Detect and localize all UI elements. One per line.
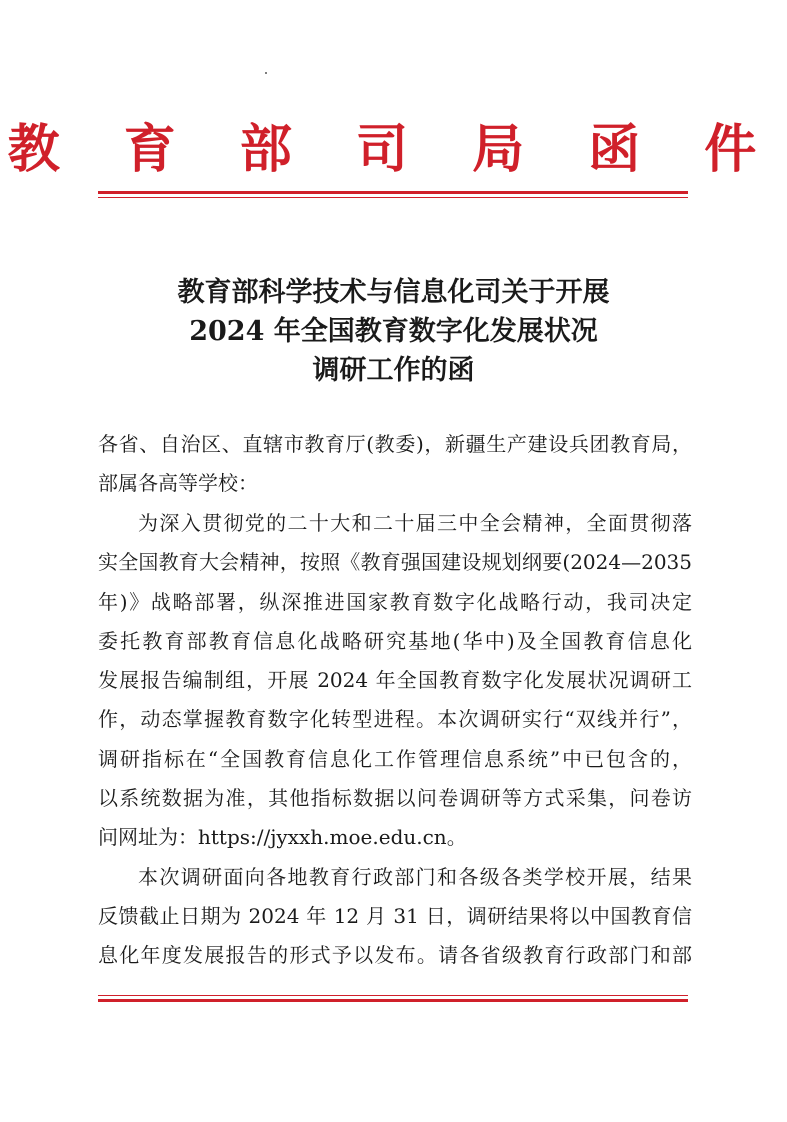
letter-body <box>98 504 692 976</box>
addressee <box>98 425 692 504</box>
body-line: 实全国教育大会精神，按照《教育强国建设规划纲要(2024—2035 <box>98 550 692 575</box>
paragraph-2 <box>98 858 692 976</box>
addressee-line: 各省、自治区、直辖市教育厅(教委)，新疆生产建设兵团教育局， <box>98 432 692 456</box>
paragraph-1 <box>98 504 692 858</box>
body-line: 为深入贯彻党的二十大和二十届三中全会精神，全面贯彻落 <box>138 511 692 535</box>
footer-divider <box>98 995 688 1002</box>
body-line: 以系统数据为准，其他指标数据以问卷调研等方式采集，问卷访 <box>98 786 692 811</box>
title-line: 调研工作的函 <box>312 355 475 386</box>
masthead-divider <box>98 191 688 198</box>
body-line: 年)》战略部署，纵深推进国家教育数字化战略行动，我司决定 <box>98 589 692 614</box>
title-line: 教育部科学技术与信息化司关于开展 <box>177 277 610 308</box>
scan-speck <box>265 72 267 74</box>
title-line: 2024 年全国教育数字化发展状况 <box>189 316 598 347</box>
body-line: 发展报告编制组，开展 2024 年全国教育数字化发展状况调研工 <box>98 668 692 693</box>
body-line: 问网址为：https://jyxxh.moe.edu.cn。 <box>98 825 467 850</box>
body-line: 委托教育部教育信息化战略研究基地(华中)及全国教育信息化 <box>98 628 692 653</box>
body-line: 作，动态掌握教育数字化转型进程。本次调研实行“双线并行”， <box>98 707 692 732</box>
document-title <box>0 273 787 390</box>
body-line: 调研指标在“全国教育信息化工作管理信息系统”中已包含的， <box>98 746 692 771</box>
body-line: 反馈截止日期为 2024 年 12 月 31 日，调研结果将以中国教育信 <box>98 903 692 928</box>
body-line: 息化年度发展报告的形式予以发布。请各省级教育行政部门和部 <box>98 943 692 968</box>
letterhead-masthead: 教 育 部 司 局 函 件 <box>7 119 780 180</box>
body-line: 本次调研面向各地教育行政部门和各级各类学校开展，结果 <box>138 864 692 889</box>
addressee-line: 部属各高等学校： <box>98 471 258 496</box>
